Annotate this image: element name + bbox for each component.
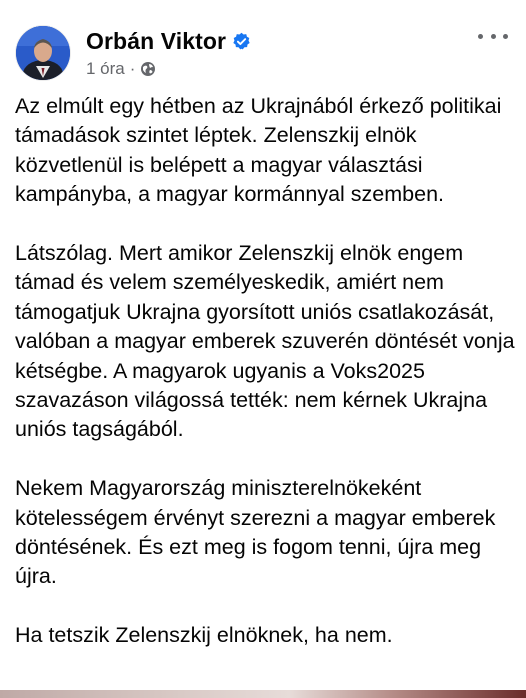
post-body — [15, 92, 515, 651]
more-options-icon — [491, 34, 496, 39]
cropped-content-strip — [0, 690, 526, 698]
globe-icon[interactable] — [140, 61, 156, 77]
author-name[interactable]: Orbán Viktor — [86, 27, 227, 54]
more-options-button[interactable] — [478, 24, 508, 48]
more-options-icon — [478, 34, 483, 39]
post-paragraph: Nekem Magyarország miniszterelnökeként kötelességem érvényt szerezni a magyar emberek döntésének. És ezt meg is fogom tenni, újra meg újra. — [15, 476, 496, 589]
verified-badge-icon — [232, 32, 251, 51]
post-paragraph: Látszólag. Mert amikor Zelenszkij elnök engem támad és velem személyeskedik, amiért nem támogatjuk Ukrajna gyorsított uniós csatlakozását, valóban a magyar emberek szuverén döntését vonja kétségbe. A magyarok ugyanis a Voks2025 szavazáson világossá tették: nem kérnek Ukrajna uniós tagságából. — [15, 241, 515, 442]
post-paragraph: Az elmúlt egy hétben az Ukrajnából érkező politikai támadások szintet léptek. Zelenszkij elnök közvetlenül is belépett a magyar választási kampányba, a magyar kormánnyal szemben. — [15, 94, 502, 207]
post-meta — [86, 58, 156, 80]
post-header — [16, 20, 510, 80]
author-name-row — [86, 26, 251, 56]
author-avatar[interactable] — [16, 26, 70, 80]
post-paragraph: Ha tetszik Zelenszkij elnöknek, ha nem. — [15, 623, 393, 648]
post-timestamp[interactable]: 1 óra — [86, 59, 125, 78]
more-options-icon — [503, 34, 508, 39]
meta-separator: · — [129, 59, 136, 78]
